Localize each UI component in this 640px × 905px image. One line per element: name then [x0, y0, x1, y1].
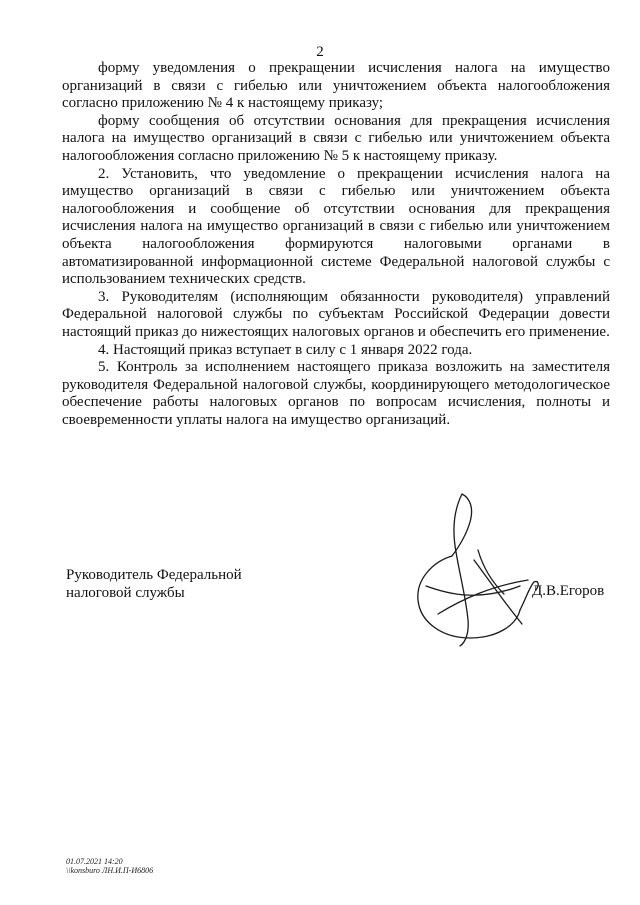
signer-position-line-1: Руководитель Федеральной	[66, 567, 242, 583]
paragraph-form-message: форму сообщения об отсутствии основания для прекращения исчисления налога на имущество организаций в связи с гибелью или уничтожением объекта налогообложения согласно приложению № 5 к настоящему приказу.	[62, 112, 610, 164]
signer-name: Д.В.Егоров	[532, 583, 605, 599]
paragraph-clause-5: 5. Контроль за исполнением настоящего приказа возложить на заместителя руководителя Федеральной налоговой службы, координирующего методологическое обеспечение работы налоговых органов по вопросам исчисления, полноты и своевременности уплаты налога на имущество организаций.	[62, 359, 610, 428]
paragraph-clause-3: 3. Руководителям (исполняющим обязанности руководителя) управлений Федеральной налоговой службы по субъектам Российской Федерации довести настоящий приказ до нижестоящих налоговых органов и обеспечить его применение.	[62, 288, 610, 340]
paragraph-form-notification: форму уведомления о прекращении исчисления налога на имущество организаций в связи с гибелью или уничтожением объекта налогообложения согласно приложению № 4 к настоящему приказу;	[62, 60, 610, 112]
signer-position	[66, 566, 242, 602]
page-number: 2	[316, 44, 324, 60]
document-body	[62, 60, 610, 429]
paragraph-clause-4: 4. Настоящий приказ вступает в силу с 1 января 2022 года.	[98, 341, 473, 358]
handwritten-signature	[408, 490, 548, 650]
footer-reference: \\konsburo ЛН.И.П-И6806	[66, 866, 154, 875]
footer-timestamp: 01.07.2021 14:20	[66, 857, 123, 866]
document-footer	[66, 857, 153, 875]
paragraph-clause-2: 2. Установить, что уведомление о прекращении исчисления налога на имущество организаций в связи с гибелью или уничтожением объекта налогообложения и сообщение об отсутствии основания для прекращения исчисления налога на имущество организаций в связи с гибелью или уничтожением объекта налогообложения формируются налоговыми органами в автоматизированной информационной системе Федеральной налоговой службы с использованием технических средств.	[62, 165, 610, 288]
signer-position-line-2: налоговой службы	[66, 585, 185, 601]
